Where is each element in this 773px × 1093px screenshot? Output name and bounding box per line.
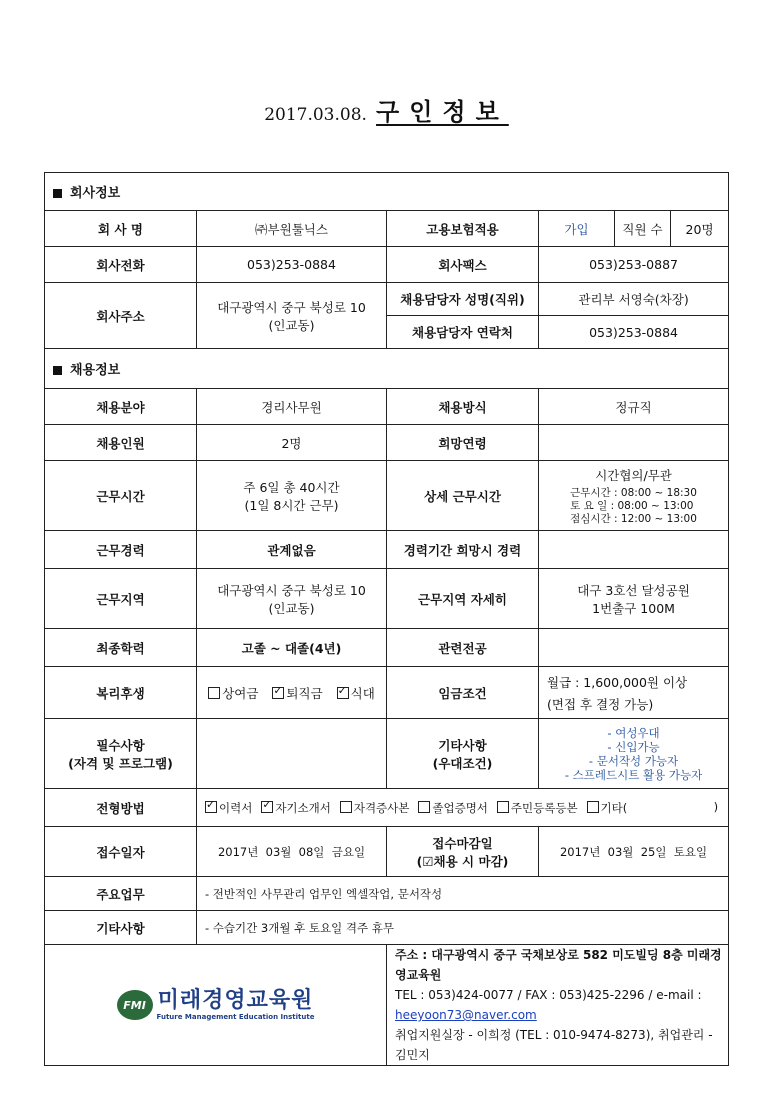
company-name-label: 회 사 명 [45, 211, 197, 247]
welfare-bonus-checkbox[interactable]: 상여금 [208, 684, 258, 702]
others-value: - 수습기간 3개월 후 토요일 격주 휴무 [197, 911, 729, 945]
manager-label: 채용담당자 성명(직위) [387, 283, 539, 316]
wage-value: 월급 : 1,600,000원 이상 (면접 후 결정 가능) [539, 667, 729, 719]
welfare-options [197, 667, 387, 719]
field-value: 경리사무원 [197, 389, 387, 425]
selection-resident-checkbox[interactable]: 주민등록등본 [497, 800, 578, 816]
major-value [539, 629, 729, 667]
selection-close-paren: ) [713, 799, 719, 814]
section-recruit: 채용정보 [45, 349, 729, 389]
logo-name: 미래경영교육원 [157, 988, 314, 1013]
selection-diploma-checkbox[interactable]: 졸업증명서 [418, 800, 488, 816]
institute-info [387, 945, 729, 1066]
method-value: 정규직 [539, 389, 729, 425]
major-label: 관련전공 [387, 629, 539, 667]
deadline-label: 접수마감일 (☑채용 시 마감) [387, 827, 539, 877]
detail-hours-label: 상세 근무시간 [387, 461, 539, 531]
selection-options [197, 789, 729, 827]
institute-staff: 취업지원실장 - 이희정 (TEL : 010-9474-8273), 취업관리 - 김민지 [395, 1028, 713, 1062]
company-fax-label: 회사팩스 [387, 247, 539, 283]
checkbox-checked-icon [337, 687, 349, 699]
checkbox-icon [497, 801, 509, 813]
checkbox-checked-icon [272, 687, 284, 699]
checkbox-checked-icon [205, 801, 217, 813]
email-link[interactable]: heeyoon73@naver.com [395, 1008, 537, 1022]
insurance-label: 고용보험적용 [387, 211, 539, 247]
company-address: 대구광역시 중구 북성로 10 (인교동) [197, 283, 387, 349]
posting-date: 2017.03.08. [264, 105, 367, 125]
selection-label: 전형방법 [45, 789, 197, 827]
contact-value: 053)253-0884 [539, 316, 729, 349]
received-date: 2017년 03월 08일 금요일 [197, 827, 387, 877]
fmi-logo-icon: FMI [117, 990, 153, 1020]
manager-value: 관리부 서영숙(차장) [539, 283, 729, 316]
selection-other-checkbox[interactable]: 기타( [587, 800, 628, 816]
square-bullet-icon [53, 366, 62, 375]
company-name: ㈜부원툴닉스 [197, 211, 387, 247]
required-label: 필수사항 (자격 및 프로그램) [45, 719, 197, 789]
list-item: - 문서작성 가능자 [588, 753, 679, 768]
logo-subtitle: Future Management Education Institute [156, 1013, 315, 1021]
insurance-value: 가입 [539, 211, 615, 247]
age-value [539, 425, 729, 461]
duties-label: 주요업무 [45, 877, 197, 911]
section-company: 회사정보 [45, 173, 729, 211]
hours-value: 주 6일 총 40시간 (1일 8시간 근무) [197, 461, 387, 531]
education-label: 최종학력 [45, 629, 197, 667]
company-phone-label: 회사전화 [45, 247, 197, 283]
career-label: 근무경력 [45, 531, 197, 569]
others-label: 기타사항 [45, 911, 197, 945]
field-label: 채용분야 [45, 389, 197, 425]
location-detail-label: 근무지역 자세히 [387, 569, 539, 629]
list-item: - 신입가능 [607, 739, 660, 754]
location-label: 근무지역 [45, 569, 197, 629]
education-value: 고졸 ~ 대졸(4년) [197, 629, 387, 667]
duties-value: - 전반적인 사무관리 업무인 엑셀작업, 문서작성 [197, 877, 729, 911]
preference-list [539, 719, 729, 789]
selection-intro-checkbox[interactable]: ✓ 자기소개서 [261, 800, 331, 816]
list-item: - 여성우대 [607, 725, 660, 740]
checkbox-checked-icon [261, 801, 273, 813]
institute-address: 주소 : 대구광역시 중구 국채보상로 582 미도빌딩 8층 미래경영교육원 [395, 948, 722, 982]
location-detail-value: 대구 3호선 달성공원 1번출구 100M [539, 569, 729, 629]
welfare-label: 복리후생 [45, 667, 197, 719]
method-label: 채용방식 [387, 389, 539, 425]
square-bullet-icon [53, 189, 62, 198]
company-address-label: 회사주소 [45, 283, 197, 349]
page-title: 구인정보 [376, 98, 509, 126]
employees-label: 직원 수 [615, 211, 671, 247]
age-label: 희망연령 [387, 425, 539, 461]
detail-hours-value: 시간협의/무관 근무시간 : 08:00 ~ 18:30 토 요 일 : 08:00 ~ 13:00 점심시간 : 12:00 ~ 13:00 [539, 461, 729, 531]
count-label: 채용인원 [45, 425, 197, 461]
career-period-value [539, 531, 729, 569]
institute-logo [45, 945, 387, 1066]
preference-label: 기타사항 (우대조건) [387, 719, 539, 789]
institute-contact: TEL : 053)424-0077 / FAX : 053)425-2296 / e-mail : heeyoon73@naver.com [395, 988, 702, 1022]
career-period-label: 경력기간 희망시 경력 [387, 531, 539, 569]
list-item: - 스프레드시트 활용 가능자 [564, 767, 703, 782]
job-posting-table [44, 172, 729, 1066]
hours-label: 근무시간 [45, 461, 197, 531]
welfare-severance-checkbox[interactable]: ✓ 퇴직금 [272, 684, 322, 702]
received-label: 접수일자 [45, 827, 197, 877]
required-value [197, 719, 387, 789]
document-title [0, 92, 773, 127]
employees-value: 20명 [671, 211, 729, 247]
checkbox-icon [340, 801, 352, 813]
checkbox-icon [587, 801, 599, 813]
welfare-meal-checkbox[interactable]: ✓ 식대 [337, 684, 375, 702]
contact-label: 채용담당자 연락처 [387, 316, 539, 349]
selection-license-checkbox[interactable]: 자격증사본 [340, 800, 410, 816]
career-value: 관계없음 [197, 531, 387, 569]
location-value: 대구광역시 중구 북성로 10 (인교동) [197, 569, 387, 629]
count-value: 2명 [197, 425, 387, 461]
company-fax: 053)253-0887 [539, 247, 729, 283]
company-phone: 053)253-0884 [197, 247, 387, 283]
checkbox-icon [208, 687, 220, 699]
deadline-date: 2017년 03월 25일 토요일 [539, 827, 729, 877]
checkbox-icon [418, 801, 430, 813]
wage-label: 임금조건 [387, 667, 539, 719]
selection-resume-checkbox[interactable]: ✓ 이력서 [205, 800, 252, 816]
